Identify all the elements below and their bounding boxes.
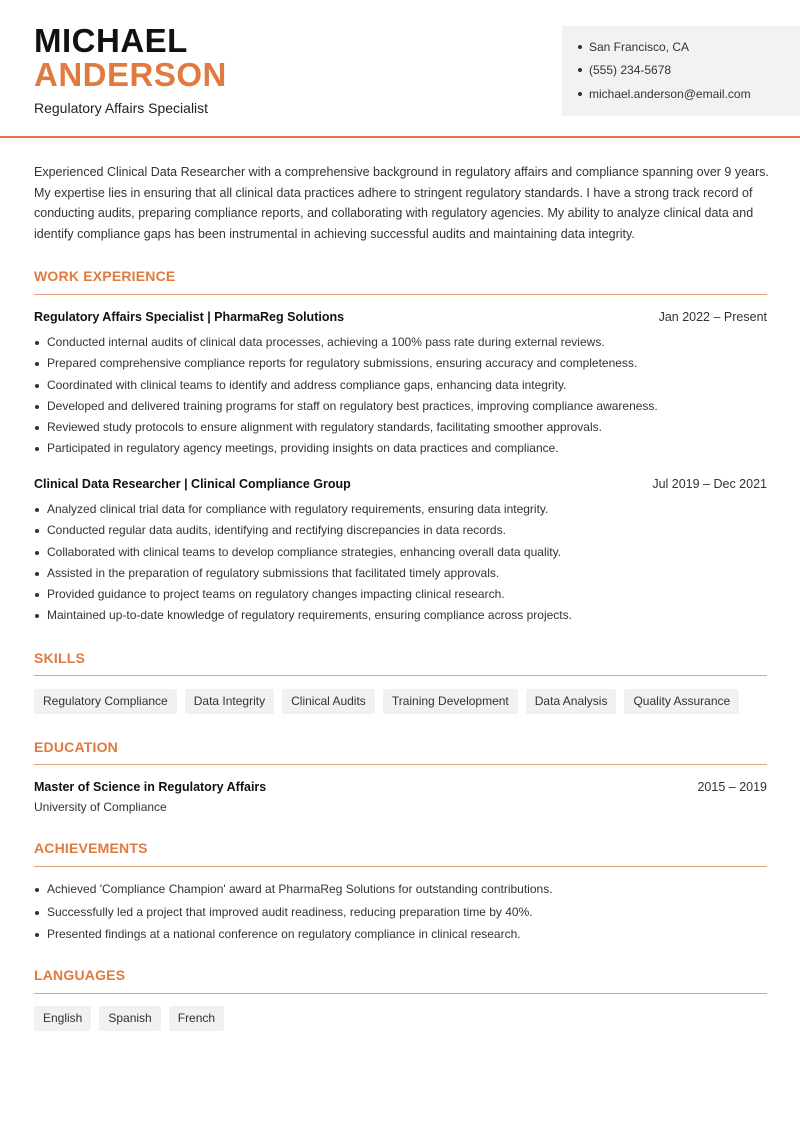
skill-tag: Quality Assurance — [624, 689, 739, 714]
bullet-icon — [35, 614, 39, 618]
section-divider — [34, 764, 767, 765]
skill-tag: Data Analysis — [526, 689, 617, 714]
section-title-achievements: ACHIEVEMENTS — [34, 840, 148, 856]
list-item: Collaborated with clinical teams to develop compliance strategies, enhancing overall data quality. — [34, 542, 774, 563]
list-item: Conducted regular data audits, identifying and rectifying discrepancies in data records. — [34, 520, 774, 541]
job-dates-2: Jul 2019 – Dec 2021 — [652, 477, 767, 491]
bullet-icon — [35, 529, 39, 533]
education-degree: Master of Science in Regulatory Affairs — [34, 780, 267, 794]
job-bullets-1 — [34, 332, 774, 460]
list-item: Developed and delivered training programs for staff on regulatory best practices, improving compliance awareness. — [34, 396, 774, 417]
list-item: Conducted internal audits of clinical data processes, achieving a 100% pass rate during external reviews. — [34, 332, 774, 353]
bullet-icon — [35, 384, 39, 388]
contact-phone: (555) 234-5678 — [578, 63, 671, 77]
skill-tag: Regulatory Compliance — [34, 689, 177, 714]
list-item: Coordinated with clinical teams to identify and address compliance gaps, enhancing data integrity. — [34, 375, 774, 396]
section-divider — [34, 294, 767, 295]
list-item: Reviewed study protocols to ensure alignment with regulatory standards, facilitating smoother approvals. — [34, 417, 774, 438]
bullet-icon — [35, 405, 39, 409]
job-dates-1: Jan 2022 – Present — [658, 310, 767, 324]
bullet-icon — [35, 933, 39, 937]
list-item: Successfully led a project that improved audit readiness, reducing preparation time by 40%. — [34, 901, 774, 924]
job-heading-1: Regulatory Affairs Specialist | PharmaReg Solutions — [34, 310, 345, 324]
list-item: Assisted in the preparation of regulatory submissions that facilitated timely approvals. — [34, 563, 774, 584]
section-divider — [34, 866, 767, 867]
list-item: Analyzed clinical trial data for compliance with regulatory requirements, ensuring data integrity. — [34, 499, 774, 520]
bullet-icon — [35, 551, 39, 555]
bullet-icon — [35, 911, 39, 915]
job-bullets-2 — [34, 499, 774, 627]
list-item: Provided guidance to project teams on regulatory changes impacting clinical research. — [34, 584, 774, 605]
summary-paragraph: Experienced Clinical Data Researcher with a comprehensive background in regulatory affairs and compliance spanning over 9 years. My expertise lies in ensuring that all clinical data practices adhere to stringent regulatory standards. I have a strong track record of conducting audits, preparing compliance reports, and collaborating with regulatory agencies. My ability to analyze clinical data and identify compliance gaps has been instrumental in achieving successful audits and maintaining data integrity. — [34, 165, 769, 242]
skills-list — [34, 689, 739, 714]
bullet-icon — [578, 68, 582, 72]
education-dates: 2015 – 2019 — [697, 780, 767, 794]
job-title: Regulatory Affairs Specialist — [34, 100, 209, 116]
bullet-icon — [35, 447, 39, 451]
list-item: Achieved 'Compliance Champion' award at PharmaReg Solutions for outstanding contributions. — [34, 878, 774, 901]
contact-email: michael.anderson@email.com — [578, 87, 751, 101]
bullet-icon — [35, 593, 39, 597]
bullet-icon — [35, 572, 39, 576]
section-title-skills: SKILLS — [34, 650, 85, 666]
section-divider — [34, 675, 767, 676]
list-item: Maintained up-to-date knowledge of regulatory requirements, ensuring compliance across projects. — [34, 605, 774, 626]
last-name: ANDERSON — [34, 56, 227, 93]
section-divider — [34, 993, 767, 994]
skill-tag: Training Development — [383, 689, 518, 714]
job-heading-2: Clinical Data Researcher | Clinical Compliance Group — [34, 477, 351, 491]
contact-box — [562, 26, 800, 116]
bullet-icon — [578, 45, 582, 49]
language-tag: Spanish — [99, 1006, 160, 1031]
education-school: University of Compliance — [34, 800, 167, 814]
language-tag: French — [169, 1006, 224, 1031]
contact-location: San Francisco, CA — [578, 40, 689, 54]
bullet-icon — [35, 362, 39, 366]
skill-tag: Data Integrity — [185, 689, 274, 714]
section-title-languages: LANGUAGES — [34, 967, 126, 983]
section-title-work: WORK EXPERIENCE — [34, 268, 176, 284]
resume-header — [0, 0, 800, 138]
bullet-icon — [35, 888, 39, 892]
list-item: Presented findings at a national conference on regulatory compliance in clinical research. — [34, 923, 774, 946]
list-item: Prepared comprehensive compliance reports for regulatory submissions, ensuring accuracy and completeness. — [34, 353, 774, 374]
bullet-icon — [35, 426, 39, 430]
list-item: Participated in regulatory agency meetings, providing insights on data practices and compliance. — [34, 438, 774, 459]
bullet-icon — [35, 341, 39, 345]
bullet-icon — [578, 92, 582, 96]
first-name: MICHAEL — [34, 22, 188, 59]
language-tag: English — [34, 1006, 91, 1031]
section-title-education: EDUCATION — [34, 739, 118, 755]
achievements-list — [34, 878, 774, 946]
skill-tag: Clinical Audits — [282, 689, 375, 714]
languages-list — [34, 1006, 224, 1031]
bullet-icon — [35, 508, 39, 512]
